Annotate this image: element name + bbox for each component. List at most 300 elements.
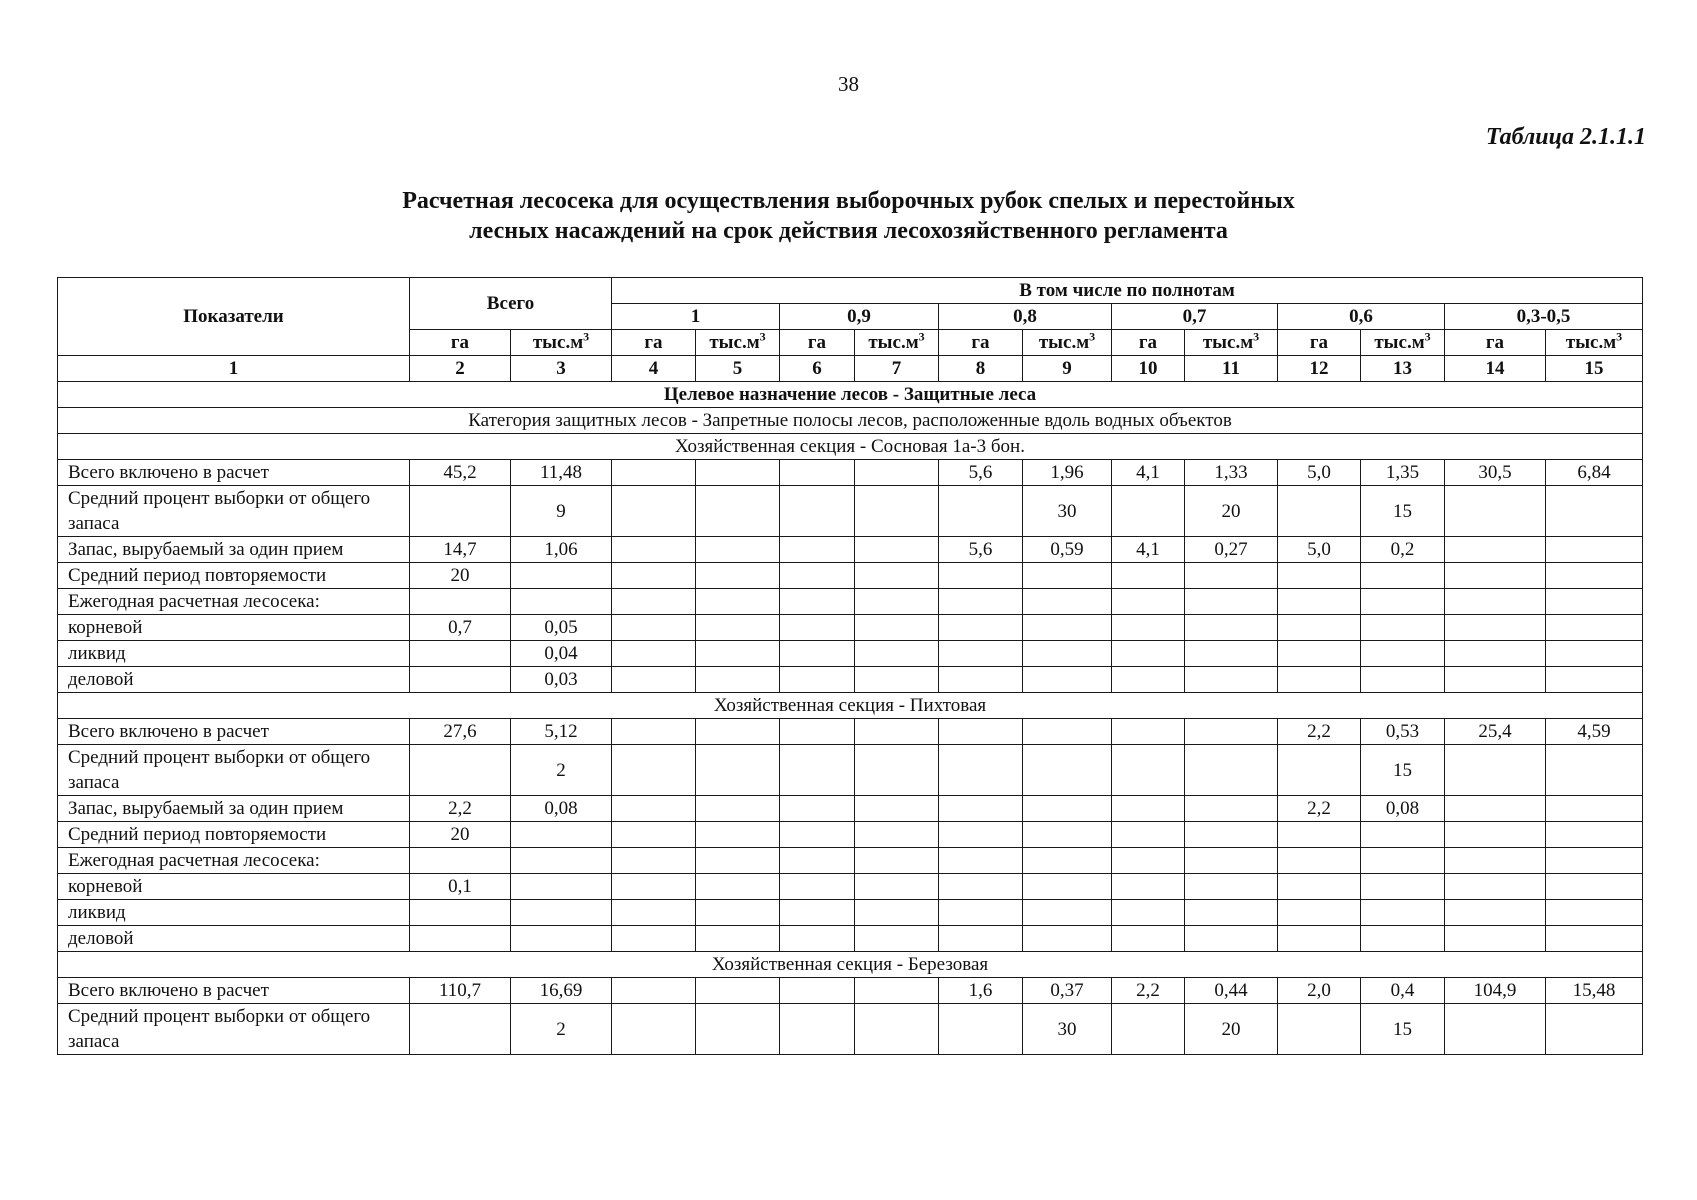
header-density: 0,8 (939, 304, 1112, 330)
unit-ha: га (1112, 330, 1185, 356)
table-cell (1546, 848, 1643, 874)
row-label: Средний процент выборки от общего запаса (58, 745, 410, 796)
table-cell (612, 460, 696, 486)
unit-volume-superscript: 3 (1424, 329, 1431, 344)
table-cell (410, 745, 511, 796)
table-cell (696, 745, 780, 796)
table-cell (1278, 822, 1361, 848)
table-cell (1023, 848, 1112, 874)
table-cell: 0,4 (1361, 978, 1445, 1004)
table-cell (511, 874, 612, 900)
table-cell (939, 719, 1023, 745)
table-cell (1361, 667, 1445, 693)
table-cell (696, 926, 780, 952)
table-cell (1546, 615, 1643, 641)
table-cell: 0,2 (1361, 537, 1445, 563)
table-cell: 15 (1361, 1004, 1445, 1055)
table-cell: 2,2 (1112, 978, 1185, 1004)
unit-volume-text: тыс.м (868, 332, 919, 353)
column-number: 9 (1023, 356, 1112, 382)
table-cell (855, 460, 939, 486)
table-cell (1023, 615, 1112, 641)
table-cell: 0,27 (1185, 537, 1278, 563)
table-cell: 5,0 (1278, 460, 1361, 486)
table-cell (612, 589, 696, 615)
table-cell (1445, 822, 1546, 848)
table-cell (855, 926, 939, 952)
table-cell (1185, 796, 1278, 822)
table-cell (612, 1004, 696, 1055)
table-cell (855, 641, 939, 667)
table-cell: 104,9 (1445, 978, 1546, 1004)
column-number: 13 (1361, 356, 1445, 382)
table-cell (1023, 745, 1112, 796)
table-cell (410, 486, 511, 537)
table-cell (511, 900, 612, 926)
column-number: 3 (511, 356, 612, 382)
column-number: 15 (1546, 356, 1643, 382)
table-cell (1023, 719, 1112, 745)
table-row (58, 1004, 1643, 1055)
table-cell: 1,6 (939, 978, 1023, 1004)
table-cell (696, 900, 780, 926)
table-cell: 0,04 (511, 641, 612, 667)
table-cell (1445, 1004, 1546, 1055)
table-cell: 1,06 (511, 537, 612, 563)
table-cell (410, 848, 511, 874)
table-cell (855, 615, 939, 641)
table-cell (410, 900, 511, 926)
table-cell (1112, 796, 1185, 822)
table-cell: 20 (1185, 486, 1278, 537)
table-cell (612, 926, 696, 952)
table-cell (855, 874, 939, 900)
table-cell (1445, 615, 1546, 641)
table-cell (612, 719, 696, 745)
table-cell: 16,69 (511, 978, 612, 1004)
table-cell (939, 667, 1023, 693)
table-cell (612, 667, 696, 693)
table-cell (939, 745, 1023, 796)
table-cell (696, 848, 780, 874)
table-cell (1023, 563, 1112, 589)
table-cell (1185, 874, 1278, 900)
unit-volume (1185, 330, 1278, 356)
table-cell: 5,6 (939, 537, 1023, 563)
table-cell (1278, 641, 1361, 667)
table-cell: 2,2 (1278, 719, 1361, 745)
table-cell (1023, 822, 1112, 848)
section-title: Хозяйственная секция - Пихтовая (58, 693, 1643, 719)
table-cell (410, 589, 511, 615)
table-cell (1445, 926, 1546, 952)
table-cell (1445, 667, 1546, 693)
table-cell (855, 563, 939, 589)
column-number: 4 (612, 356, 696, 382)
table-cell (1546, 537, 1643, 563)
column-number: 14 (1445, 356, 1546, 382)
table-cell (1185, 641, 1278, 667)
table-cell (612, 978, 696, 1004)
table-cell (696, 615, 780, 641)
table-cell (855, 796, 939, 822)
table-cell: 5,6 (939, 460, 1023, 486)
table-cell (1023, 796, 1112, 822)
page-number: 38 (838, 72, 859, 96)
table-cell: 20 (410, 822, 511, 848)
table-cell (696, 641, 780, 667)
table-cell (1185, 822, 1278, 848)
column-number: 10 (1112, 356, 1185, 382)
table-cell (1546, 486, 1643, 537)
table-cell (939, 486, 1023, 537)
table-cell (1112, 822, 1185, 848)
table-cell (855, 745, 939, 796)
row-label: Средний процент выборки от общего запаса (58, 1004, 410, 1055)
unit-volume-text: тыс.м (1374, 332, 1425, 353)
table-cell: 6,84 (1546, 460, 1643, 486)
table-cell (1278, 1004, 1361, 1055)
table-cell (612, 848, 696, 874)
row-label: деловой (58, 926, 410, 952)
table-cell (1546, 745, 1643, 796)
table-cell (1112, 641, 1185, 667)
row-label: деловой (58, 667, 410, 693)
table-cell: 1,33 (1185, 460, 1278, 486)
column-numbers-row (58, 356, 1643, 382)
table-cell: 2,0 (1278, 978, 1361, 1004)
table-cell (1023, 900, 1112, 926)
table-cell (696, 563, 780, 589)
table-cell (696, 822, 780, 848)
table-cell (696, 719, 780, 745)
table-row (58, 848, 1643, 874)
table-cell (1546, 926, 1643, 952)
table-cell (1185, 900, 1278, 926)
table-cell: 0,03 (511, 667, 612, 693)
table-cell (1023, 874, 1112, 900)
table-cell (1546, 822, 1643, 848)
table-cell: 2 (511, 745, 612, 796)
header-density: 0,3-0,5 (1445, 304, 1643, 330)
unit-volume (696, 330, 780, 356)
table-row (58, 874, 1643, 900)
row-label: корневой (58, 615, 410, 641)
column-number: 5 (696, 356, 780, 382)
table-cell (1112, 848, 1185, 874)
table-cell (1546, 1004, 1643, 1055)
table-cell (1546, 589, 1643, 615)
table-cell (939, 796, 1023, 822)
column-number: 6 (780, 356, 855, 382)
table-cell: 2,2 (1278, 796, 1361, 822)
unit-volume-superscript: 3 (1616, 329, 1623, 344)
table-cell: 0,53 (1361, 719, 1445, 745)
table-cell (855, 486, 939, 537)
column-number: 7 (855, 356, 939, 382)
table-cell (612, 745, 696, 796)
table-cell: 11,48 (511, 460, 612, 486)
unit-ha: га (410, 330, 511, 356)
row-label: Ежегодная расчетная лесосека: (58, 589, 410, 615)
table-row (58, 978, 1643, 1004)
table-cell (780, 563, 855, 589)
unit-ha: га (612, 330, 696, 356)
table-cell (1185, 563, 1278, 589)
table-cell (1185, 667, 1278, 693)
table-cell (1185, 615, 1278, 641)
table-cell: 5,12 (511, 719, 612, 745)
table-cell (1361, 641, 1445, 667)
table-cell (780, 796, 855, 822)
header-indicators: Показатели (58, 278, 410, 356)
table-cell (696, 589, 780, 615)
table-cell (1112, 667, 1185, 693)
table-label: Таблица 2.1.1.1 (1485, 124, 1646, 150)
table-cell (612, 874, 696, 900)
table-cell (1445, 874, 1546, 900)
section-title: Хозяйственная секция - Березовая (58, 952, 1643, 978)
header-density: 1 (612, 304, 780, 330)
table-cell (939, 1004, 1023, 1055)
column-number: 1 (58, 356, 410, 382)
unit-volume-text: тыс.м (1038, 332, 1090, 353)
row-label: Запас, вырубаемый за один прием (58, 796, 410, 822)
table-cell (780, 874, 855, 900)
table-cell (1278, 589, 1361, 615)
table-cell: 4,1 (1112, 460, 1185, 486)
table-cell (780, 486, 855, 537)
table-cell (696, 486, 780, 537)
column-number: 2 (410, 356, 511, 382)
table-cell (1112, 745, 1185, 796)
table-cell: 25,4 (1445, 719, 1546, 745)
table-cell (1361, 563, 1445, 589)
row-label: Всего включено в расчет (58, 460, 410, 486)
table-cell: 0,05 (511, 615, 612, 641)
header-density: 0,7 (1112, 304, 1278, 330)
table-cell (780, 848, 855, 874)
table-cell (1112, 1004, 1185, 1055)
unit-ha: га (939, 330, 1023, 356)
table-cell (696, 667, 780, 693)
section-title: Хозяйственная секция - Сосновая 1а-3 бон. (58, 434, 1643, 460)
table-cell: 30 (1023, 486, 1112, 537)
table-cell (1361, 848, 1445, 874)
table-row (58, 667, 1643, 693)
table-cell: 20 (1185, 1004, 1278, 1055)
table-cell (780, 641, 855, 667)
table-cell (1185, 719, 1278, 745)
table-cell (780, 667, 855, 693)
table-cell: 15 (1361, 745, 1445, 796)
header-total: Всего (410, 278, 612, 330)
table-row (58, 537, 1643, 563)
table-cell (612, 563, 696, 589)
table-cell: 0,37 (1023, 978, 1112, 1004)
row-label: Средний период повторяемости (58, 563, 410, 589)
table-cell (1185, 926, 1278, 952)
table-cell: 1,35 (1361, 460, 1445, 486)
table-cell (780, 460, 855, 486)
table-cell (939, 641, 1023, 667)
column-number: 12 (1278, 356, 1361, 382)
table-cell (1445, 848, 1546, 874)
table-cell (1546, 641, 1643, 667)
table-cell (855, 589, 939, 615)
table-cell (939, 874, 1023, 900)
table-cell (1023, 641, 1112, 667)
table-cell (1278, 563, 1361, 589)
table-cell (612, 796, 696, 822)
unit-volume-superscript: 3 (759, 329, 766, 344)
table-cell (780, 745, 855, 796)
header-density: 0,6 (1278, 304, 1445, 330)
table-cell: 0,7 (410, 615, 511, 641)
title-line-1: Расчетная лесосека для осуществления выборочных рубок спелых и перестойных (402, 188, 1295, 214)
table-cell: 9 (511, 486, 612, 537)
table-cell (855, 667, 939, 693)
table-cell: 27,6 (410, 719, 511, 745)
table-cell: 5,0 (1278, 537, 1361, 563)
table-cell (1445, 796, 1546, 822)
table-cell (780, 978, 855, 1004)
header-density: 0,9 (780, 304, 939, 330)
row-label: корневой (58, 874, 410, 900)
unit-volume-text: тыс.м (1202, 332, 1254, 353)
table-cell: 2 (511, 1004, 612, 1055)
table-cell (855, 537, 939, 563)
table-cell (939, 848, 1023, 874)
table-cell (696, 537, 780, 563)
table-cell (1361, 822, 1445, 848)
table-cell (1546, 874, 1643, 900)
unit-volume (511, 330, 612, 356)
column-number: 8 (939, 356, 1023, 382)
unit-volume-superscript: 3 (918, 329, 925, 344)
row-label: Запас, вырубаемый за один прием (58, 537, 410, 563)
row-label: Всего включено в расчет (58, 978, 410, 1004)
unit-ha: га (780, 330, 855, 356)
row-label: Средний период повторяемости (58, 822, 410, 848)
unit-volume-superscript: 3 (1089, 329, 1096, 344)
table-cell: 4,59 (1546, 719, 1643, 745)
table-cell (1546, 900, 1643, 926)
table-cell (939, 822, 1023, 848)
table-cell: 0,44 (1185, 978, 1278, 1004)
row-label: ликвид (58, 641, 410, 667)
table-cell (1112, 926, 1185, 952)
table-cell (1361, 874, 1445, 900)
table-cell (1445, 900, 1546, 926)
row-label: ликвид (58, 900, 410, 926)
table-cell (939, 926, 1023, 952)
table-cell: 0,08 (1361, 796, 1445, 822)
table-cell (1112, 486, 1185, 537)
table-row (58, 563, 1643, 589)
table-cell (1023, 926, 1112, 952)
table-cell (612, 641, 696, 667)
table-cell (1112, 589, 1185, 615)
header-including: В том числе по полнотам (612, 278, 1643, 304)
table-cell (780, 589, 855, 615)
table-cell (855, 719, 939, 745)
table-row (58, 641, 1643, 667)
table-cell (780, 719, 855, 745)
table-cell (1546, 667, 1643, 693)
table-cell (410, 1004, 511, 1055)
table-cell (780, 1004, 855, 1055)
column-number: 11 (1185, 356, 1278, 382)
table-cell (511, 848, 612, 874)
table-cell (939, 615, 1023, 641)
table-cell (939, 900, 1023, 926)
cutting-area-table (57, 277, 1643, 1055)
unit-volume-superscript: 3 (1253, 329, 1260, 344)
table-cell (1278, 615, 1361, 641)
table-cell: 30,5 (1445, 460, 1546, 486)
unit-volume-superscript: 3 (583, 329, 590, 344)
table-cell (410, 926, 511, 952)
table-cell (855, 822, 939, 848)
table-cell (780, 926, 855, 952)
table-cell: 1,96 (1023, 460, 1112, 486)
table-cell (1112, 900, 1185, 926)
table-cell (1185, 589, 1278, 615)
table-row (58, 796, 1643, 822)
row-label: Ежегодная расчетная лесосека: (58, 848, 410, 874)
row-label: Средний процент выборки от общего запаса (58, 486, 410, 537)
table-cell (612, 615, 696, 641)
table-cell (511, 926, 612, 952)
table-row (58, 719, 1643, 745)
unit-ha: га (1445, 330, 1546, 356)
table-cell (1278, 874, 1361, 900)
table-cell (855, 900, 939, 926)
table-cell: 20 (410, 563, 511, 589)
table-cell (696, 460, 780, 486)
table-cell (1361, 926, 1445, 952)
table-cell: 30 (1023, 1004, 1112, 1055)
table-cell (780, 822, 855, 848)
table-cell (511, 589, 612, 615)
unit-ha: га (1278, 330, 1361, 356)
table-cell: 4,1 (1112, 537, 1185, 563)
table-cell (612, 486, 696, 537)
table-cell: 0,08 (511, 796, 612, 822)
table-cell: 45,2 (410, 460, 511, 486)
table-cell (939, 589, 1023, 615)
table-cell (696, 978, 780, 1004)
table-cell: 14,7 (410, 537, 511, 563)
table-cell (1185, 745, 1278, 796)
table-cell (939, 563, 1023, 589)
table-cell (1445, 563, 1546, 589)
table-cell (780, 615, 855, 641)
table-row (58, 589, 1643, 615)
table-cell (1445, 589, 1546, 615)
table-row (58, 460, 1643, 486)
table-cell (780, 537, 855, 563)
document-title (0, 186, 1697, 246)
table-cell: 15,48 (1546, 978, 1643, 1004)
table-cell: 110,7 (410, 978, 511, 1004)
table-cell: 0,1 (410, 874, 511, 900)
table-cell (855, 978, 939, 1004)
unit-volume (855, 330, 939, 356)
table-cell (1546, 563, 1643, 589)
table-cell (612, 822, 696, 848)
